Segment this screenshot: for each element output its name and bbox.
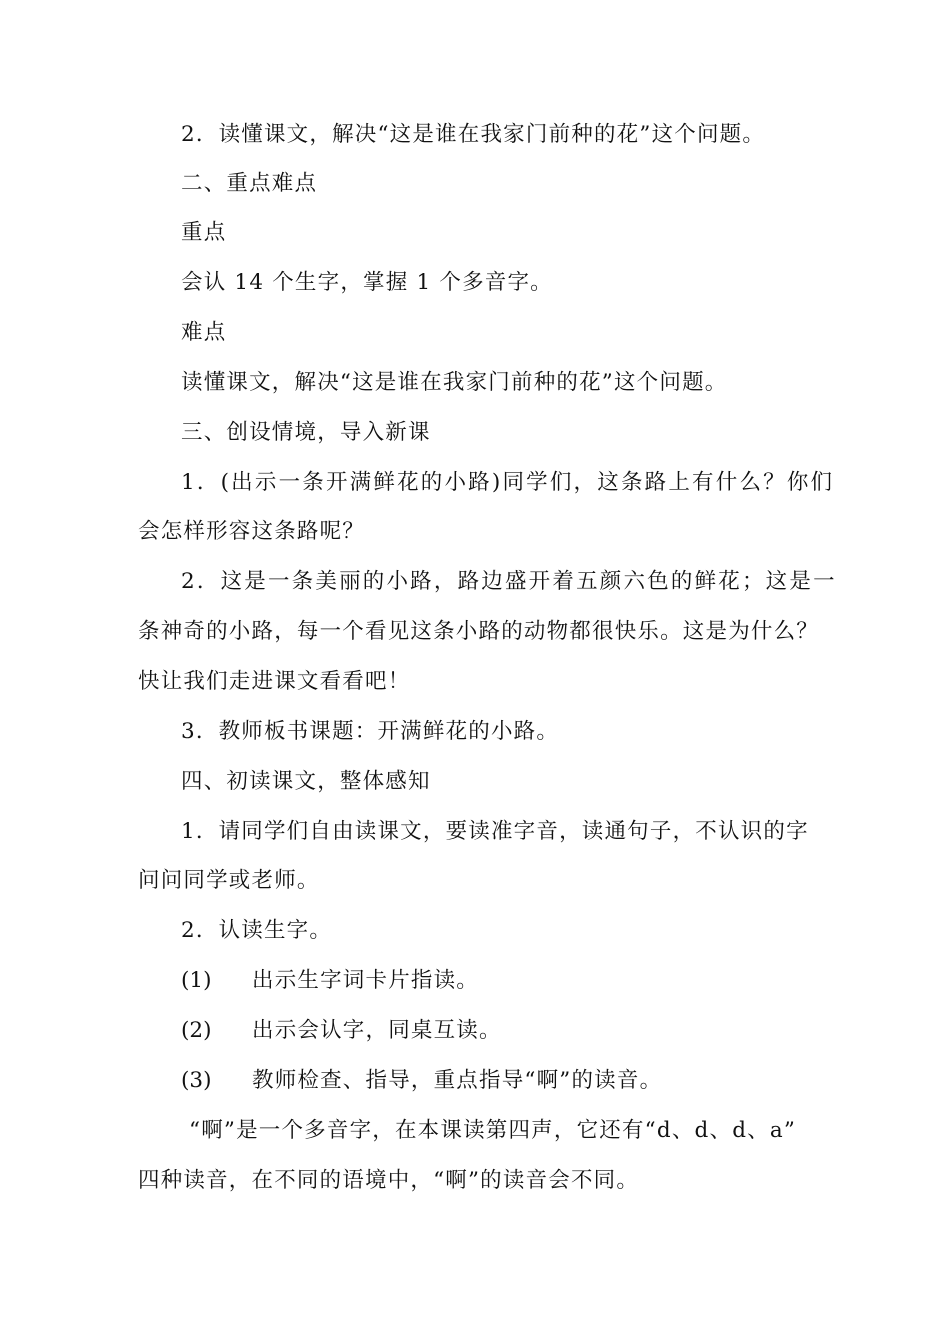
paragraph-line: 四种读音，在不同的语境中，“啊”的读音会不同。 (138, 1168, 640, 1193)
paragraph-line: 3．教师板书课题：开满鲜花的小路。 (181, 719, 560, 744)
list-item-number: (2) (181, 1018, 212, 1043)
paragraph-line: 条神奇的小路，每一个看见这条小路的动物都很快乐。这是为什么？ (138, 619, 820, 644)
paragraph-line: 1．请同学们自由读课文，要读准字音，读通句子，不认识的字 (181, 819, 809, 844)
list-item-text: 出示生字词卡片指读。 (252, 968, 480, 993)
list-item-number: (3) (181, 1068, 212, 1093)
paragraph-line: 会怎样形容这条路呢？ (138, 519, 366, 544)
paragraph-line: 会认 14 个生字，掌握 1 个多音字。 (181, 270, 553, 295)
section-heading: 三、创设情境，导入新课 (181, 420, 431, 445)
section-heading: 二、重点难点 (181, 171, 318, 196)
paragraph-line: 2．认读生字。 (181, 918, 333, 943)
list-item-text: 出示会认字，同桌互读。 (252, 1018, 502, 1043)
section-heading: 四、初读课文，整体感知 (181, 769, 431, 794)
paragraph-line: 问问同学或老师。 (138, 868, 320, 893)
list-item-text: 教师检查、指导，重点指导“啊”的读音。 (252, 1068, 663, 1093)
paragraph-line: 2．读懂课文，解决“这是谁在我家门前种的花”这个问题。 (181, 122, 766, 147)
paragraph-line: 2．这是一条美丽的小路，路边盛开着五颜六色的鲜花；这是一 (181, 569, 837, 594)
paragraph-line: 快让我们走进课文看看吧！ (138, 669, 411, 694)
subheading: 重点 (181, 220, 227, 245)
list-item-number: (1) (181, 968, 212, 993)
paragraph-line: “啊”是一个多音字，在本课读第四声，它还有“d、d、d、a” (189, 1118, 797, 1143)
subheading: 难点 (181, 320, 227, 345)
paragraph-line: 1．(出示一条开满鲜花的小路)同学们，这条路上有什么？你们 (181, 470, 835, 495)
paragraph-line: 读懂课文，解决“这是谁在我家门前种的花”这个问题。 (181, 370, 728, 395)
